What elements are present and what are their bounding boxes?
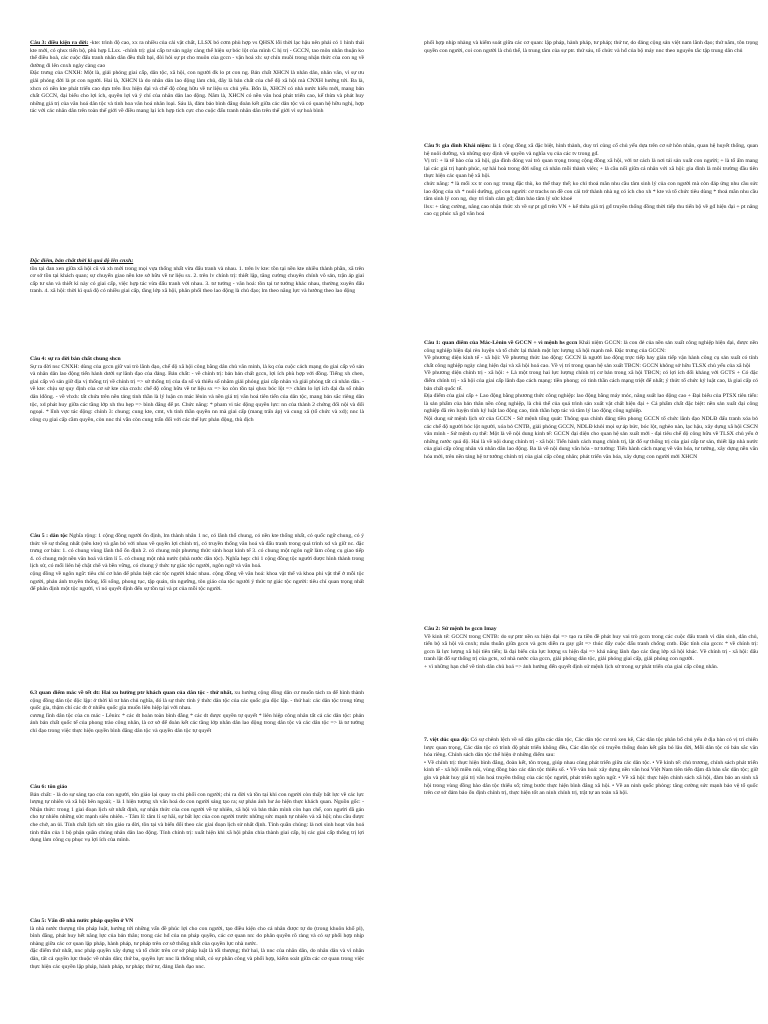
section-mission-title: Câu 2: Sứ mệnh hs gccn Imay — [424, 626, 497, 632]
section-transition — [30, 258, 364, 296]
section-q6-3-line-2: cương lĩnh dân tộc của cn mác - Lênin: * các dt hoàn toàn bình đẳng * các dt được quyền tự quyết * liên hiệp công nhân tất cả các dân tộc: phản ánh bản chất quốc tế của phong trào công nhân, là cơ sở để đoàn kết các tầng lớp nhân dân lao động trong dân tộc và các dân tộc => là tư tưởng chỉ đạo trong việc thực hiện quyền bình đẳng dân tộc và quyền dân tộc tự quyết — [30, 712, 364, 734]
section-family-line-3: chức năng: * là mối xx tr con ng: trung đặc thù, ko thể thay thế; ko chỉ thoả mãn nhu cầu tâm sinh lý của con người mà còn đáp ứng nhu cầu sức lao động của xh * nuôi dưỡng, gd con người: cơ trachs nn đề con cái trở thành nhà ng có ích cho xh * kte và tổ chức tiêu dùng * thoả mãn nhu cầu tâm sinh lý con ng, duy trì tình cảm gđ; đảm bảo tâm lý sức khoẻ — [424, 180, 758, 203]
section-q5-nation-line-1: Nghĩa rộng: 1 cộng đồng người ổn định, lm thành nhân 1 nc, có lãnh thổ chung, có nền kte thống nhất, có quốc ngữ chung, có ý thức về sự thống nhất (nền kte) và gắn bó với nhau về quyền lợi chính trị, có truyền thống văn hoá và đấu tranh trong quá trình xd và giữ nc. đặc trưng cơ bản: 1. có chung vùng lãnh thổ ổn định 2. có chung một phương thức sinh hoạt kinh tế 3. có chung một ngôn ngữ làm công cụ giao tiếp 4. có chung một nền văn hoá và tâm lí 5. có chung một nhà nước (nhà nước dân tộc). Nghĩa hẹp: chỉ 1 cộng đồng tộc người được hình thành trong lịch sử, có mối liên hệ chặt chẽ và bền vững, có chung ý thức tự giác tộc người, ngôn ngữ và văn hoá. — [30, 533, 364, 570]
section-mission — [424, 626, 758, 672]
section-q5-nation — [30, 533, 364, 594]
section-ethnic-policy — [424, 737, 758, 798]
section-rule-of-law-line-2: đặc điểm thứ nhất, nnc pháp quyền xây dựng và tổ chức trên cơ sở pháp luật là tối thượng; thứ hai, là nnc của nhân dân, do nhân dân và vì nhân dân, tất cả quyền lực thuộc về nhân dân; thứ ba, quyền lực nnc là thống nhất, có sự phân công và phối hợp, kiểm soát giữa các cơ quan trong việc thực hiện các quyền lập pháp, hành pháp, tư pháp; thứ tư, đảng lãnh đạo nnc. — [30, 948, 364, 970]
section-family-title: Câu 9: gia đình Khái niệm: — [424, 143, 491, 149]
section-q3-line-1: -kte: trình độ cao, xx ra nhiều của cải vật chất, LLSX bó cơm phù hợp vs QHSX lỗi thời lạc hậu nên phải có 1 hình thái kte mới, có qhsx tiến bộ, phù hợp LLsx. -chính trị: giai cấp tư sản ngày càng thể hiện sự bóc lột của mình C hị trị - GCCN, tao môn nhân thuận ko thể điều hoà, các cuộc đấu tranh nhân dân đều thất bại, đòi hỏi sự pt cho muôn của gccn - vận hoá xh: sự chín muồi trong nhận thức của con ng về đường đi lên cnxh ngày càng cao — [30, 40, 364, 69]
section-working-class — [424, 340, 758, 462]
section-rule-of-law-title: Câu 5: Vấn đề nhà nước pháp quyền ở VN — [30, 918, 134, 924]
section-rule-of-law-line-1: là nhà nước thượng tôn pháp luật, hướng tới những vấn đề phúc lợi cho con người, tạo điều kiện cho cá nhân được tự do (trong khuôn khổ pl), bình đẳng, phát huy hết năng lực của bản thân; trong các hđ của nn pháp quyền, các cơ quan nn: do phân quyền rõ ràng và có sự phối hợp nhịp nhàng giữa các cơ quan lập pháp, hành pháp, tư pháp trên cơ sở thống nhất của quyền lực nhà nước. — [30, 925, 364, 947]
section-q3-traits: Đặc trưng của CNXH: Một là, giải phóng giai cấp, dân tộc, xã hội, con người đk lo pt con ng. Bản chất XHCN là nhân dân, nhân văn, vì sự ưu giải phóng đời là pt con người. Hai là, XHCN là do nhân dân lao động làm chủ, đây là bản chất của chế độ xã hội mà CNXH hướng tới. Ba là, xhcn có nền kte phát triển cao dựa trên llsx hiện đại và chế độ công hữu về tư liệu sx chủ yếu. Bốn là, XHCN có nhà nước kiểu mới, mang bản chất GCCN, đại biểu cho lợi ích, quyền lợi và ý chí của nhân dân lao động. Năm là, XHCN có nền văn hoá phát triển cao, kế thừa và phát huy những giá trị của văn hoá dân tộc và tinh hoa văn hoá nhân loại. Sáu là, đảm bảo bình đẳng đoàn kết giữa các dân tộc và có quan hệ hữu nghị, hợp tác với các nhân dân trên toàn thế giới về điều mang lại ích hợp tích cực cho cuộc đấu tranh nhân dân trên thế giới vì sự hoà bình — [30, 70, 364, 115]
section-mission-line-2: + vì những hạn chế về tính dân chủ hoá => ảnh hưởng đến quyết định sứ mệnh lịch sử trong sự phát triển của giai cấp công nhân. — [424, 663, 719, 670]
section-q6-3-title: 6.3 quan điểm mác về tết dt: Hai xu hướng ptr khách quan của dân tộc - thứ nhất, — [30, 690, 233, 696]
section-q5-nation-line-2: cộng đồng về ngôn ngữ: tiêu chí cơ bản để phân biệt các tộc người khác nhau. cộng đồng về văn hoá: khoa vật thể và khoa phi vật thể ở mỗi tộc người, phản ánh truyền thống, lối sống, phong tục, tập quán, tín ngưỡng, tôn giáo của tộc người ý thức tự giác tộc người: tiêu chí quan trọng nhất để phân định một tộc người, vì nó quyết định đến sự tồn tại và pt của mỗi tộc người. — [30, 570, 364, 593]
section-q6-3-line-1: xu hướng cộng đồng dân cư muốn tách ra để hình thành cộng đồng dân tộc độc lập: ở thời kì tư bản chủ nghĩa, đó là sự thức tỉnh ý thức dân tộc của các quốc gia độc lập. - thứ hai: các dân tộc trong từng quốc gia, thậm chí các dt ở nhiều quốc gia muốn liên hiệp lại với nhau. — [30, 690, 364, 712]
section-rule-of-law — [30, 918, 364, 971]
section-working-class-title: Câu 1: quan điểm của Mác-Lênin về GCCN + vì mệnh hs gccn — [424, 340, 578, 346]
section-q4 — [30, 356, 364, 424]
section-family-line-4: llsx: + tăng cường, nâng cao nhận thức xh về sự pt gđ trên VN + kế thừa giá trị gđ truyền thống đồng thời tiếp thu tiến bộ về gđ hiện đại + pt nâng cao cg phúc xã gđ văn hoá — [424, 203, 758, 218]
section-religion-text: Bản chất: - là do sự sáng tạo của con người, tôn giáo lại quay ra chi phối con người; chi ra đời và tồn tại khi con người còn thấy bất lực về các lực lượng tự nhiên và xã hội bên ngoài; - là 1 hiện tượng xh văn hoá do con người sáng tạo ra; sự phản ánh hư ảo hiện thực khách quan. Nguồn gốc: - Nhận thức: trong 1 giai đoạn lịch sử nhất định, sự nhận thức của con người về tự nhiên, xã hội và bản thân mình còn hạn chế, con người đã gán cho tự nhiên những sức mạnh siêu nhiên. - Tâm lí: tâm lí sợ hãi, sự bất lực của con người trước những sức mạnh tự nhiên và xã hội; nhu cầu được che chở, an ủi. Tính chất lịch sử: tôn giáo ra đời, tồn tại và biến đổi theo các giai đoạn lịch sử nhất định. Tính quần chúng: là nơi sinh hoạt văn hoá tinh thần của 1 bộ phận quần chúng nhân dân lao động. Tính chính trị: xuất hiện khi xã hội phân chia thành giai cấp, bị các giai cấp thống trị lợi dụng làm công cụ phục vụ lợi ích của mình. — [30, 791, 364, 844]
section-rule-of-law-cont — [424, 40, 758, 55]
section-religion-title: Câu 6: tôn giáo — [30, 784, 68, 790]
section-transition-title: Đặc điểm, bản chất thời kì quá độ lên cnxh: — [30, 258, 134, 264]
section-q6-3 — [30, 690, 364, 736]
section-working-class-line-4: Địa điểm của giai cấp + Lao động bằng phương thức công nghiệp: lao động bằng máy móc, năng suất lao động cao + Đại biểu của PTSX tiên tiến: là sản phẩm của bản thân nền công nghiệp, là chủ thể của quá trình sản xuất vật chất hiện đại + Cá phẩm chất đặc biệt: nền sản xuất đại công nghiệp đã rèn luyện tính kỷ luật lao động cao, tinh thần hợp tác và tâm lý lao động công nghiệp. — [424, 393, 758, 415]
section-q5-nation-title: Câu 5 : dân tộc — [30, 533, 68, 539]
section-transition-text: tồn tại đan xen giữa xã hội cũ và xh mới trong mọi vựa thống nhất vừa đấu tranh và nhau. 1. trên lv kte: tồn tại nền kte nhiều thành phần, xã trên cơ sở tồn tại khách quan; sự chuyển giao nền kte sở hữu về tư liệu sx. 2. trên lv chính trị: thiết lập, tăng cường chuyên chính vô sản, trận áp giai cấp tư sản và thiết kì này có giai cấp, việc hợp tác vừa đấu tranh với nhau. 3. tư tưởng - văn hoá: tồn tại tư tưởng khác nhau, thường xuyên đấu tranh. 4. xã hội: thời kì quá độ có nhiều giai cấp, tầng lớp xã hội, phân phối theo lao động là chủ đạo; lm theo năng lực và hưởng theo lao động — [30, 265, 364, 295]
section-q4-title: Câu 4: sự ra đời bản chất chung shcn — [30, 356, 121, 362]
section-working-class-line-3: Về phương diện chính trị - xã hội: + Là một trong hai lực lượng chính trị cơ bản trong xã hội TBCN; có lợi ích đối kháng với GCTS + Có đặc điểm chính trị - xã hội của giai cấp lãnh đạo cách mạng: tiền phong; có tinh thần cách mạng triệt để nhất; ý thức tổ chức kỷ luật cao, là giai cấp có bản chất quốc tế. — [424, 370, 758, 392]
section-working-class-line-5: Nội dung sứ mệnh lịch sử của GCCN - Sứ mệnh tổng quát: Thông qua chính đảng tiền phong GCCN tổ chức lãnh đạo NDLĐ đấu tranh xóa bỏ các chế độ người bóc lột người, xóa bỏ CNTB, giải phóng GCCN, NDLĐ khỏi mọi sự áp bức, bóc lột, nghèo nàn, lạc hậu, xây dựng xã hội CSCN văn minh - Sứ mệnh cụ thể: Một là về nội dung kinh tế: GCCN đại diện cho quan hệ sản xuất mới - đại tiêu chế độ công hữu về TLSX chủ yếu ở những nước quá độ. Hai là về nội dung chính trị - xã hội: Tiến hành cách mạng chính trị, lật đổ sự thống trị của giai cấp tư sản, thiết lập nhà nước của giai cấp công nhân và nhân dân lao động. Ba là về nội dung văn hóa - tư tưởng: Tiến hành cách mạng về văn hóa, tư tưởng, xây dựng nền văn hóa mới, trên nền tảng hệ tư tưởng chính trị của giai cấp công nhân; phát triển văn hóa, xây dựng con người mới XHCN — [424, 415, 758, 460]
section-ethnic-policy-line-2: • Về chính trị: thực hiện bình đẳng, đoàn kết, tôn trọng, giúp nhau cùng phát triển giữa các dân tộc. • Về kinh tế: chủ trương, chính sách phát triển kinh tế - xã hội miền núi, vùng đồng bào các dân tộc thiểu số. • Về văn hoá: xây dựng nền văn hoá Việt Nam tiên tiến đậm đà bản sắc dân tộc; giữ gìn và phát huy giá trị văn hoá truyền thống của các tộc người, phát triển ngôn ngữ. • Về xã hội: thực hiện chính sách xã hội, đảm bảo an sinh xã hội trong vùng đồng bào dân tộc thiểu số; từng bước thực hiện bình đẳng xã hội. • Về an ninh quốc phòng: tăng cường sức mạnh bảo vệ tổ quốc trên cơ sở đảm bảo ổn định chính trị, thực hiện tốt an ninh chính trị, trật tự an toàn xã hội. — [424, 759, 758, 797]
section-working-class-line-1: Khái niệm GCCN: là con đẻ của nền sản xuất công nghiệp hiện đại, được nền công nghiệp hiện đại rèn luyện và tổ chức lại thành một lực lượng xã hội mạnh mẽ. Đặc trưng của GCCN: — [424, 340, 759, 354]
section-family — [424, 143, 758, 219]
section-ethnic-policy-line-1: Có sự chênh lệch về số dân giữa các dân tộc, Các dân tộc cư trú xen kẽ, Các dân tộc phân bố chủ yếu ở địa bàn có vị trí chiến lược quan trọng, Các dân tộc có trình độ phát triển không đều, Các dân tộc có truyền thống đoàn kết gắn bó lâu đời, Mỗi dân tộc có bản sắc văn hóa riêng. Chính sách dân tộc thể hiện ở những điểm sau: — [424, 737, 758, 759]
section-family-line-2: Vị trí: + là tế bào của xã hội, gia đình đóng vai trò quan trọng trong cộng đồng xã hội, với tư cách là nơi tái sản xuất con người; + là tổ ấm mang lại các giá trị hạnh phúc, sự hài hoà trong đời sống cá nhân mỗi thành viên; + là cầu nối giữa cá nhân với xã hội: gia đình là môi trường đầu tiên thực hiện các quan hệ xã hội. — [424, 158, 758, 180]
section-rule-of-law-cont-text: phối hợp nhịp nhàng và kiểm soát giữa các cơ quan: lập pháp, hành pháp, tư pháp; thứ tư, do đảng cộng sản việt nam lãnh đạo; thứ năm, tôn trọng quyền con người, coi con người là chủ thể, là trung tâm của sự ptr. thứ sáu, tổ chức và hđ của bộ máy nnc theo nguyên tắc tập trung dân chủ — [424, 40, 758, 54]
section-ethnic-policy-title: 7. việt dúc qua độ: — [424, 737, 469, 743]
section-religion — [30, 784, 364, 845]
section-family-line-1: là 1 cộng đồng xã đặc biệt, hình thành, duy trì củng cố chủ yếu dựa trên cơ sở hôn nhân, quan hệ huyết thống, quan hệ nuôi dưỡng, và những quy định về quyền và nghĩa vụ của các tv trong gđ. — [424, 143, 758, 157]
section-mission-line-1: Về kinh tế: GCCN trong CNTB: do sự pttr nền sx hiện đại => tạo ra tiền đề phát huy vai trò gccn trong các cuộc đấu tranh vì dân sinh, dân chủ, tiến bộ xã hội và cnxh; mâu thuẫn giữa gccn và gcts diễn ra gay gắt => thúc đẩy cuộc đấu tranh chống cntb. Đặc tính của gccn: * về chính trị: gccn là lực lượng xã hội tiên tiến; là đại biểu của lực lượng sx hiện đại => khả năng lãnh đạo các tầng lớp xã hội khác. Về chính trị - xã hội: đấu tranh lật đổ sự thống trị của gcts, xd nhà nước của gccn, giải phóng dân tộc, giải phóng giai cấp, giải phóng con người. — [424, 633, 758, 663]
section-q4-text: Sự ra đời nsc CNXH: dùng của gccn giữ vai trò lãnh đạo, chế độ xã hội công bằng dân chủ văn minh, là kq của cuộc cách mạng do giai cấp vô sản và nhân dân lao động tiến hành dưới sự lãnh đạo của đảng. Bản chất: - về chính trị: bản bản chất gccn, lợi ích phù hợp với đồng. Tiếng xh chen, giai cấp vô sản giữ địa vị thống trị về chính trị => sử thống trị của đa số và thiểu số nhằm giải phóng giai cấp nhân và giải phóng tất cả nhân dân. - về kte: chịu sự quy định của cơ sở kte của cnxh: chế độ công hữu về tư liệu sx => ko còn tồn tại qhsx bóc lột => chăm lo lợi ích đại đa số nhân dân lđông. - về vhxh: tất chứa trên nền tảng tinh thần là lý luận cn mác lênin và nền giá trị văn hoá tiên tiến của dân tộc, mang bản sắc riêng dân tộc, xd phát huy giữa các tầng lớp xh thu hẹp => bình đẳng để pt. Chức năng: * pham vi tác động quyền lực: nn của thành 2 chứng đối nội và đối ngoại. * lĩnh vực tác động: chính 3: chung; cung kte, cmt, vh tinh thần quyền nn mà giai cấp (mang trấn áp) và cung xã (tổ chức và xd); nnc là công cụ giai cấp cầm quyền, còn nnc thì vẫn còn cung trấn đối với các thế lực phản động, thù địch — [30, 363, 364, 423]
section-q3 — [30, 40, 364, 116]
section-q3-title: Câu 3: điều kiện ra đời: — [30, 40, 89, 46]
section-working-class-line-2: Về phương diện kinh tế - xã hội: Về phương thức lao động: GCCN là người lao động trực tiếp hay gián tiếp vận hành công cụ sản xuất có tính chất công nghiệp ngày càng hiện đại và xã hội hoá cao. Về vị trí trong quan hệ sản xuất TBCN: GCCN không sở hữu TLSX chủ yếu của xã hội — [424, 355, 758, 369]
section-q3-text — [30, 40, 364, 70]
